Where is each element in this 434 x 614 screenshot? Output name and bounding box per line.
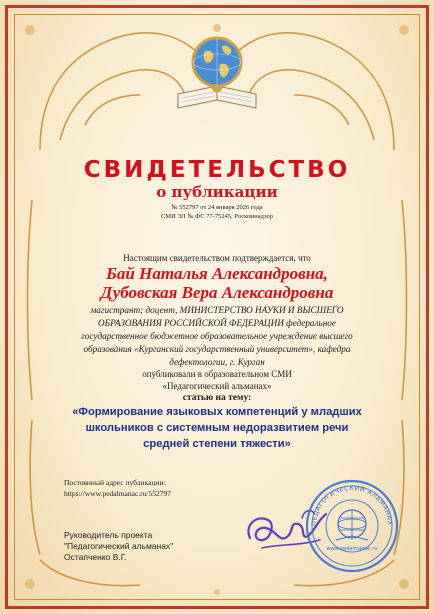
article-title-line: школьников с системным недоразвитием речи [85,422,349,434]
certificate-number: № 552797 от 24 января 2026 года [171,204,263,211]
certificate-title: СВИДЕТЕЛЬСТВО [83,157,351,183]
signatory-role: Руководитель проекта [64,530,153,540]
signatory-project: "Педагогический альманах" [64,541,174,551]
permanent-address-url[interactable]: https://www.pedalmanac.ru/552797 [64,489,171,498]
stamp-text: ПЕДАГОГИЧЕСКИЙ АЛЬМАНАХ [310,484,394,527]
affiliation-line: государственное бюджетное образовательное учреждение высшего [81,331,353,341]
affiliation-line: дефектологии, г. Курган [169,357,265,367]
published-line: опубликовали в образовательном СМИ [142,369,292,379]
affiliation-line: магистрант; доцент, МИНИСТЕРСТВО НАУКИ И ВЫСШЕГО [90,305,344,315]
official-stamp-icon [304,478,400,574]
stamp-site: www.pedalmanac.ru [326,546,378,552]
registry-info: СМИ ЭЛ № ФС 77-75245, Роскомнадзор [160,213,274,220]
article-label: статью на тему: [182,393,252,403]
article-title-line: «Формирование языковых компетенций у младших [72,406,362,418]
certificate-subtitle: о публикации [156,183,278,201]
affiliation-line: образования «Курганский государственный университет», кафедра [83,344,351,354]
permanent-address-label: Постоянный адрес публикации: [64,478,166,487]
affiliation-line: ОБРАЗОВАНИЯ РОССИЙСКОЙ ФЕДЕРАЦИИ федеральное [98,318,336,328]
author-name: Бай Наталья Александровна, [106,264,328,283]
published-line: «Педагогический альманах» [162,381,272,391]
globe-book-emblem-icon [172,24,262,124]
article-title-line: средней степени тяжести» [143,438,291,450]
signatory-name: Остапченко В.Г. [64,552,127,562]
confirmation-text: Настоящим свидетельством подтверждается, что [123,253,311,263]
author-name: Дубовская Вера Александровна [100,283,334,302]
